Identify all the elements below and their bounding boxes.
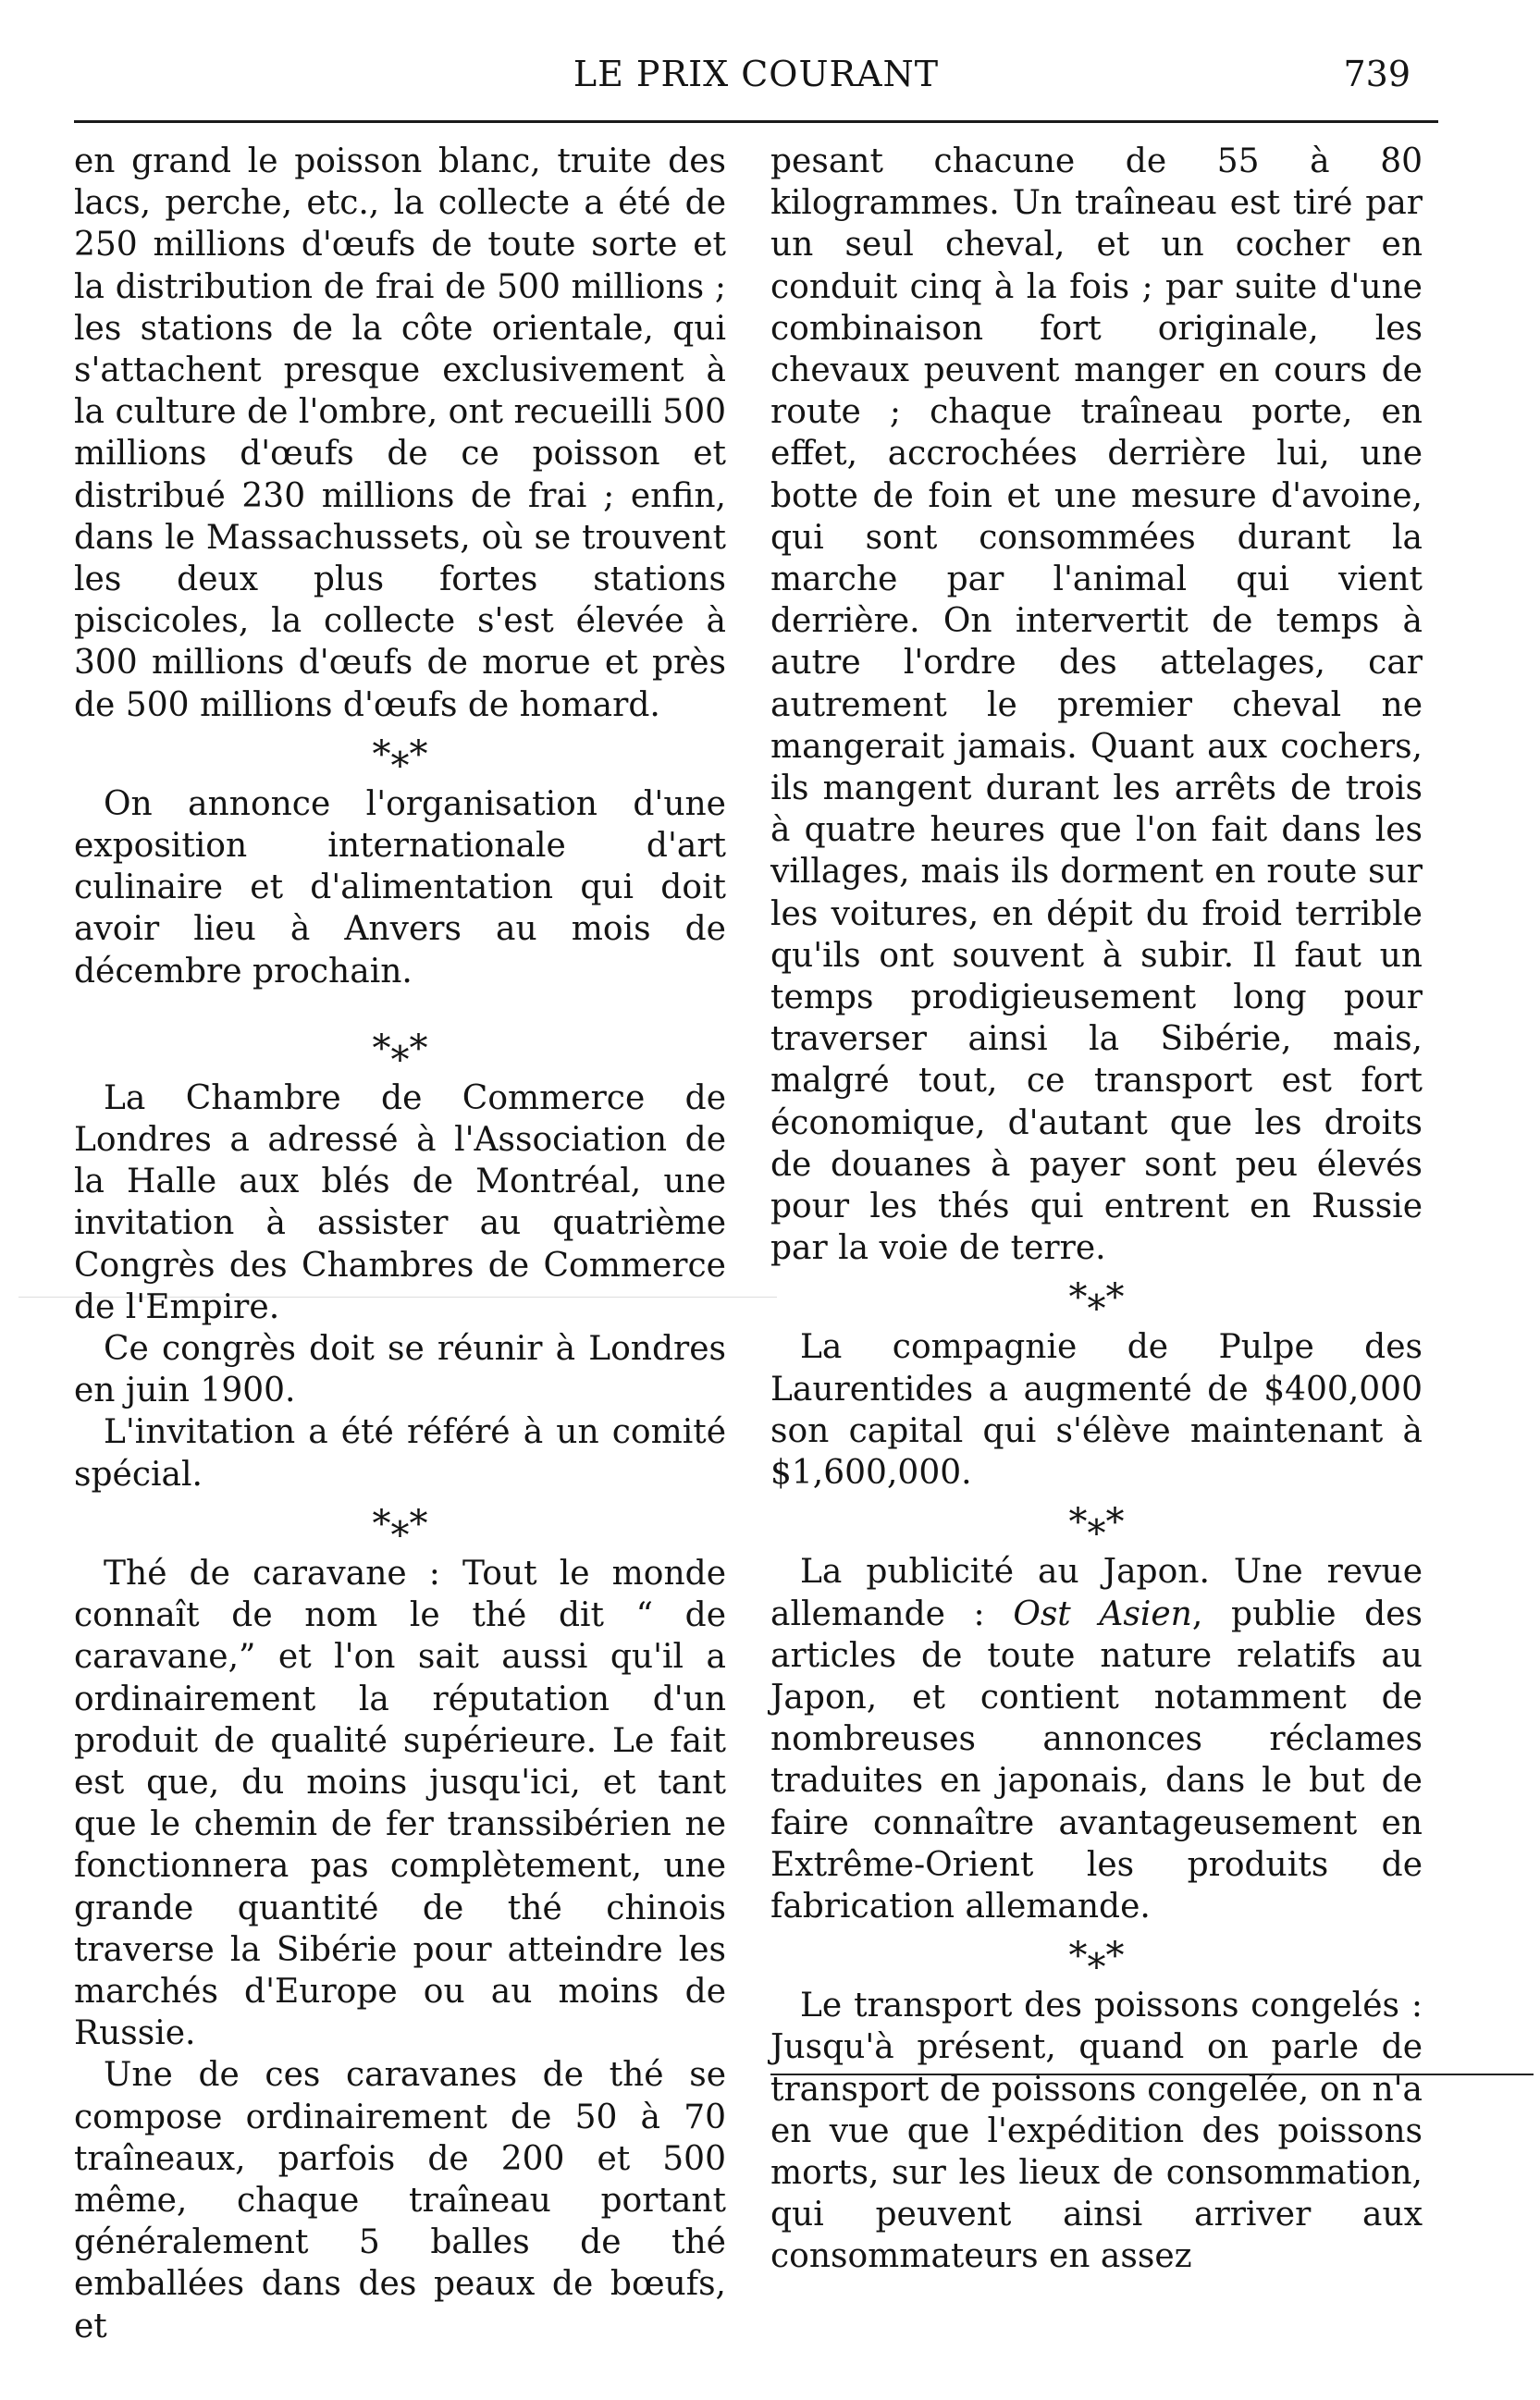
right-column: [770, 141, 1423, 2278]
article-caravan-tea-continued: pesant chacune de 55 à 80 kilogrammes. Un traîneau est tiré par un seul cheval, et un cocher en conduit cinq à la fois ; par suite d'une combinaison fort originale, les chevaux peuvent manger en cours de route ; chaque traîneau porte, en effet, accrochées derrière lui, une botte de foin et une mesure d'avoine, qui sont consommées durant la marche par l'animal qui vient derrière. On intervertit de temps à autre l'ordre des attelages, car autrement le premier cheval ne mangerait jamais. Quant aux cochers, ils mangent durant les arrêts de trois à quatre heures que l'on fait dans les villages, mais ils dorment en route sur les voitures, en dépit du froid terrible qu'ils ont souvent à subir. Il faut un temps prodigieusement long pour traverser ainsi la Sibérie, mais, malgré tout, ce transport est fort économique, d'autant que les droits de douanes à payer sont peu élevés pour les thés qui entrent en Russie par la voie de terre.: [770, 142, 1423, 1268]
running-head: [74, 54, 1438, 109]
left-column: [74, 141, 726, 2347]
spacer: [74, 992, 726, 1020]
section-separator: *⁎*: [372, 1027, 428, 1070]
article-text: La publicité au Japon. Une revue allemande :: [770, 1553, 1423, 1633]
article-advertising-japan: [770, 1551, 1423, 1927]
article-caravan-composition: Une de ces caravanes de thé se compose ordinairement de 50 à 70 traîneaux, parfois de 200 et 500 même, chaque traîneau portant généralement 5 balles de thé emballées dans des peaux de bœufs, et: [74, 2056, 726, 2345]
article-frozen-fish-transport: Le transport des poissons congelés : Jusqu'à présent, quand on parle de transport de poissons congelée, on n'a en vue que l'expédition des poissons morts, sur les lieux de consommation, qui peuvent ainsi arriver aux consommateurs en assez: [770, 1987, 1423, 2276]
article-caravan-tea: Thé de caravane : Tout le monde connaît de nom le thé dit “ de caravane,” et l'on sait aussi qu'il a ordinairement la réputation d'un produit de qualité supérieure. Le fait est que, du moins jusqu'ici, et tant que le chemin de fer transsibérien ne fonctionnera pas complètement, une grande quantité de thé chinois traverse la Sibérie pour atteindre les marchés d'Europe ou au moins de Russie.: [74, 1554, 726, 2053]
article-fish-hatcheries-continued: en grand le poisson blanc, truite des lacs, perche, etc., la collecte a été de 250 millions d'œufs de toute sorte et la distribution de frai de 500 millions ; les stations de la côte orientale, qui s'attachent presque exclusivement à la culture de l'ombre, ont recueilli 500 millions d'œufs de ce poisson et distribué 230 millions de frai ; enfin, dans le Massachussets, où se trouvent les deux plus fortes stations piscicoles, la collecte s'est élevée à 300 millions d'œufs de morue et près de 500 millions d'œufs de homard.: [74, 142, 726, 724]
article-invitation-committee: L'invitation a été référé à un comité spécial.: [74, 1413, 726, 1494]
article-chamber-of-commerce: La Chambre de Commerce de Londres a adressé à l'Association de la Halle aux blés de Montréal, une invitation à assister au quatrième Congrès des Chambres de Commerce de l'Empire.: [74, 1078, 726, 1326]
section-separator: *⁎*: [1068, 1501, 1125, 1545]
section-separator: *⁎*: [1068, 1935, 1125, 1978]
page-number: 739: [1343, 54, 1411, 94]
section-separator: *⁎*: [1068, 1276, 1125, 1320]
article-congress-date: Ce congrès doit se réunir à Londres en juin 1900.: [74, 1330, 726, 1410]
publication-title: LE PRIX COURANT: [573, 54, 940, 94]
article-laurentide-pulp: La compagnie de Pulpe des Laurentides a augmenté de $400,000 son capital qui s'élève maintenant à $1,600,000.: [770, 1328, 1423, 1493]
section-separator: *⁎*: [372, 732, 428, 776]
article-text: , publie des articles de toute nature relatifs au Japon, et contient notamment de nombreuses annonces réclames traduites en japonais, dans le but de faire connaître avantageusement en Extrême-Orient les produits de fabrication allemande.: [770, 1594, 1423, 1926]
header-rule: [74, 120, 1438, 123]
section-separator: *⁎*: [372, 1502, 428, 1545]
journal-title: Ost Asien: [1013, 1594, 1192, 1633]
article-culinary-exposition: On annonce l'organisation d'une exposition internationale d'art culinaire et d'alimentation qui doit avoir lieu à Anvers au mois de décembre prochain.: [74, 784, 726, 991]
strike-rule: [770, 2074, 1534, 2075]
